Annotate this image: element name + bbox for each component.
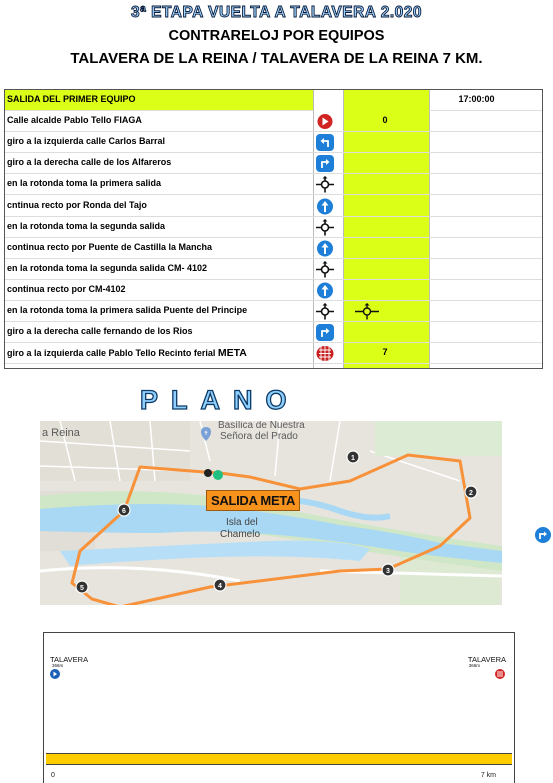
map-marker-4-label: 4 xyxy=(218,583,222,590)
km-value: 0 xyxy=(382,115,388,126)
roundabout-diagram-icon xyxy=(354,303,380,320)
table-row xyxy=(5,343,542,364)
profile-end-altitude: 366m xyxy=(468,663,480,668)
turn-left-icon xyxy=(316,134,334,151)
table-row xyxy=(5,322,542,343)
table-row xyxy=(5,174,542,195)
profile-end-label: TALAVERA xyxy=(467,655,506,664)
roundabout-icon xyxy=(316,219,334,236)
table-row xyxy=(5,259,542,280)
stage-subtitle: CONTRARELOJ POR EQUIPOS xyxy=(168,28,385,44)
profile-axis-end: 7 km xyxy=(480,772,496,779)
route-instruction: giro a la derecha calle de los Alfareros xyxy=(7,157,172,168)
km-value: 7 xyxy=(382,347,388,358)
stage-title: 3ª ETAPA VUELTA A TALAVERA 2.020 xyxy=(130,4,422,21)
map-canvas xyxy=(40,421,502,605)
table-row xyxy=(5,238,542,259)
straight-icon xyxy=(316,240,334,257)
profile-axis-start: 0 xyxy=(51,772,55,779)
meta-label: META xyxy=(217,347,247,360)
route-instruction: continua recto por Puente de Castilla la Mancha xyxy=(7,241,213,252)
straight-icon xyxy=(316,282,334,299)
elevation-profile xyxy=(43,632,515,783)
map-label-basilica-2: Señora del Prado xyxy=(220,431,298,442)
start-finish-label: SALIDA META xyxy=(206,490,300,511)
start-time: 17:00:00 xyxy=(458,94,495,104)
profile-start-icon xyxy=(50,669,60,679)
finish-marker xyxy=(204,469,212,477)
map-label-isla: Isla del xyxy=(226,517,258,528)
route-instruction: continua recto por CM-4102 xyxy=(7,283,126,294)
profile-finish-icon xyxy=(495,669,505,679)
start-icon xyxy=(316,113,334,130)
svg-text:✝: ✝ xyxy=(203,431,209,437)
map-marker-2-label: 2 xyxy=(469,490,473,497)
map-marker-3-label: 3 xyxy=(386,568,390,575)
route-table xyxy=(4,89,543,369)
table-row-start xyxy=(5,90,313,111)
plano-title-text: PLANO xyxy=(140,385,300,414)
stage-route-subtitle: TALAVERA DE LA REINA / TALAVERA DE LA REINA 7 KM. xyxy=(70,50,483,67)
roundabout-icon xyxy=(316,261,334,278)
table-row xyxy=(5,301,542,322)
table-row xyxy=(5,153,542,174)
route-instruction: en la rotonda toma la segunda salida xyxy=(7,220,166,231)
finish-icon xyxy=(316,345,334,362)
route-instruction: cntinua recto por Ronda del Tajo xyxy=(7,199,147,210)
roundabout-icon xyxy=(316,176,334,193)
route-instruction: en la rotonda toma la primera salida Puente del Principe xyxy=(7,305,248,315)
plano-title xyxy=(140,384,420,414)
turn-right-icon xyxy=(316,324,334,341)
map-marker-5-label: 5 xyxy=(80,585,84,592)
map-label-town: a Reina xyxy=(42,427,80,439)
table-row xyxy=(5,111,542,132)
route-map xyxy=(40,421,502,605)
profile-start-altitude: 366m xyxy=(52,663,64,668)
roundabout-icon xyxy=(316,303,334,320)
turn-right-icon xyxy=(316,155,334,172)
route-instruction: giro a la derecha calle fernando de los Rios xyxy=(7,326,193,337)
map-marker-1-label: 1 xyxy=(351,455,355,462)
route-instruction: giro a la izquierda calle Carlos Barral xyxy=(7,136,166,147)
straight-icon xyxy=(316,198,334,215)
start-marker xyxy=(213,470,223,480)
map-marker-6-label: 6 xyxy=(122,508,126,515)
table-row xyxy=(5,196,542,217)
start-label: SALIDA DEL PRIMER EQUIPO xyxy=(7,94,136,104)
route-instruction: en la rotonda toma la segunda salida CM- 4102 xyxy=(7,262,208,273)
route-instruction: Calle alcalde Pablo Tello FIAGA xyxy=(7,115,142,126)
map-label-basilica: Basílica de Nuestra xyxy=(218,421,305,431)
map-label-isla-2: Chamelo xyxy=(220,529,261,540)
route-instruction: en la rotonda toma la primera salida xyxy=(7,178,162,189)
table-row xyxy=(5,132,542,153)
turn-right-icon xyxy=(535,527,551,543)
route-instruction: giro a la izquierda calle Pablo Tello Recinto ferial META xyxy=(7,347,247,360)
table-row xyxy=(5,280,542,301)
table-row xyxy=(5,217,542,238)
profile-road xyxy=(46,753,512,765)
start-time-cell xyxy=(429,90,542,111)
profile-start-label: TALAVERA xyxy=(50,655,89,664)
